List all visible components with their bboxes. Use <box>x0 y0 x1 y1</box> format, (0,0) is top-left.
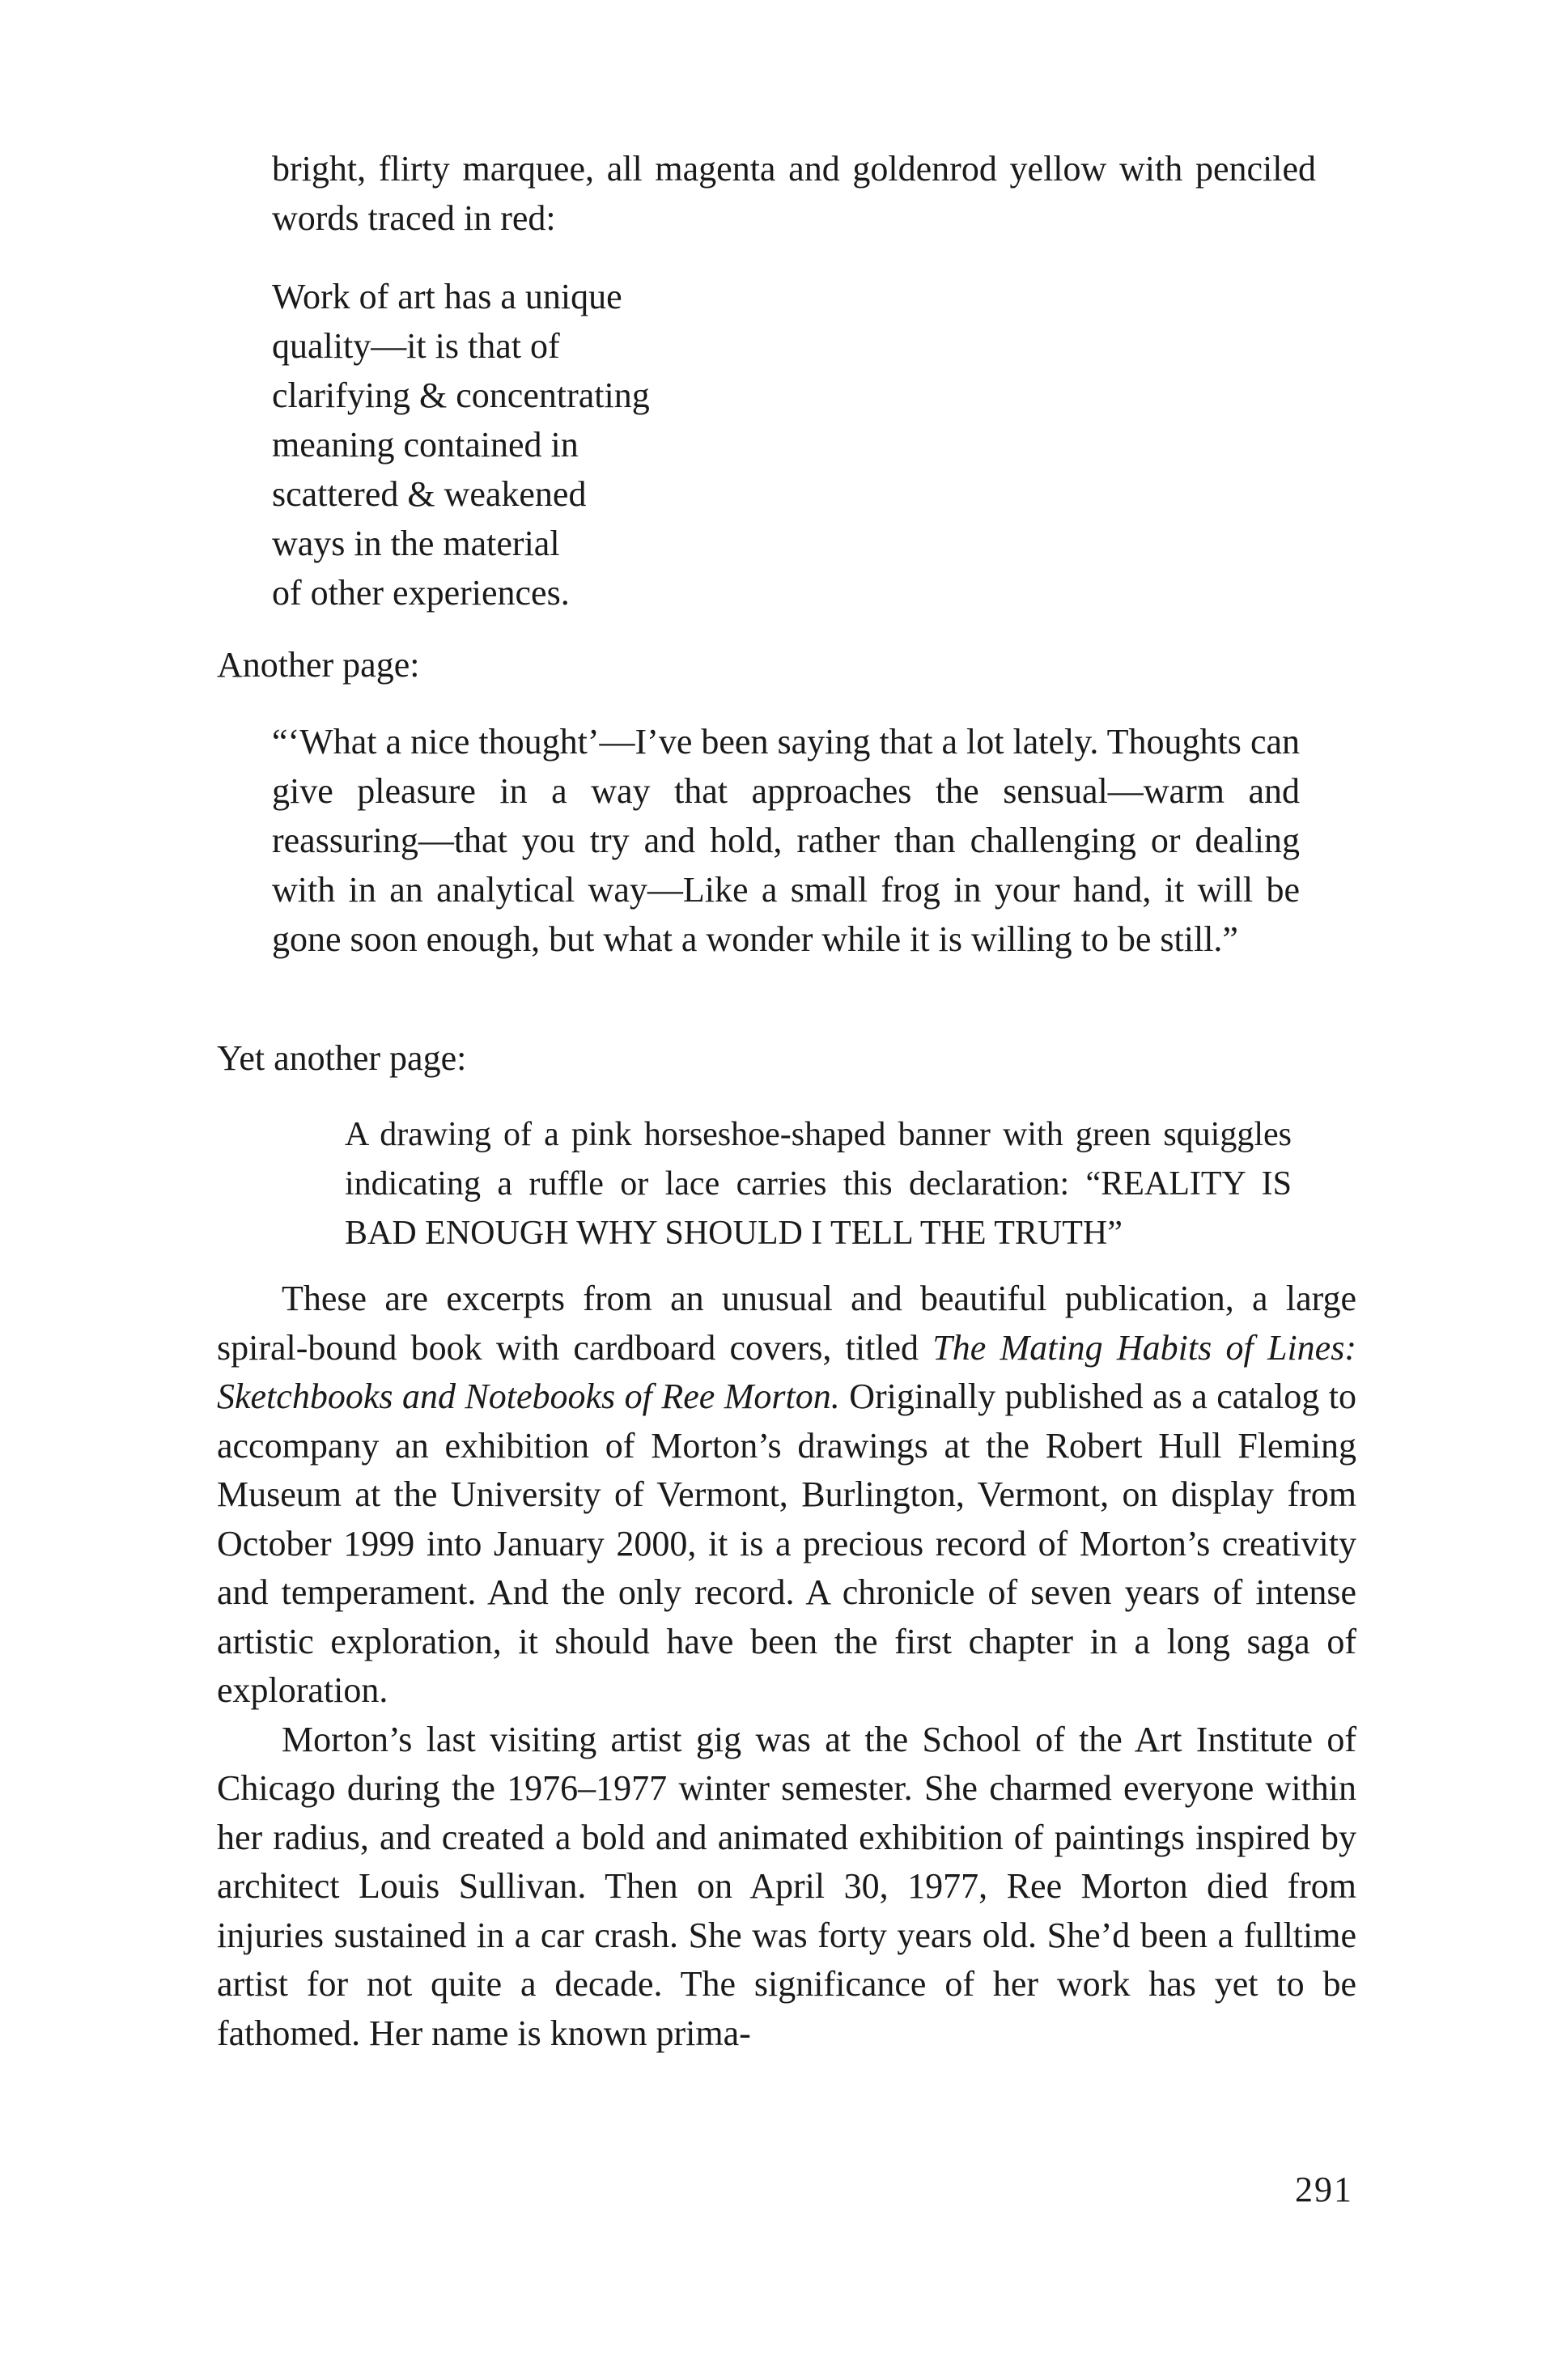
page-number: 291 <box>1295 2170 1353 2209</box>
drawing-description: A drawing of a pink horseshoe-shaped banner with green squiggles indicating a ruffle or lace carries this declaration: “REALITY IS BAD ENOUGH WHY SHOULD I TELL THE TRUTH” <box>345 1116 1292 1252</box>
verse-line: ways in the material <box>272 524 560 563</box>
body-text <box>217 1275 1356 2058</box>
book-title: The Mating Habits of Lines: Sketchbooks and Notebooks of Ree Morton. <box>217 1327 1356 1416</box>
paragraph: Morton’s last visiting artist gig was at the School of the Art Institute of Chicago during the 1976–1977 winter semester. She charmed everyone within her radius, and created a bold and animated exhibition of paintings inspired by architect Louis Sullivan. Then on April 30, 1977, Ree Morton died from injuries sustained in a car crash. She was forty years old. She’d been a fulltime artist for not quite a decade. The significance of her work has yet to be fathomed. Her name is known prima- <box>217 1719 1356 2053</box>
notebook-quote: “‘What a nice thought’—I’ve been saying that a lot lately. Thoughts can give pleasure in a way that approaches the sensual—warm and reassuring—that you try and hold, rather than challenging or dealing with in an analytical way—Like a small frog in your hand, it will be gone soon enough, but what a wonder while it is willing to be still.” <box>272 722 1300 959</box>
penciled-verse <box>272 272 838 617</box>
verse-line: of other experiences. <box>272 573 570 613</box>
verse-line: Work of art has a unique <box>272 277 622 316</box>
verse-line: clarifying & concentrating <box>272 375 650 415</box>
verse-line: meaning contained in <box>272 425 579 465</box>
yet-another-page-label: Yet another page: <box>217 1038 467 1078</box>
paragraph-text: These are excerpts from an unusual and beautiful publication, a large spiral-bound book with cardboard covers, titled <box>217 1279 1356 1368</box>
intro-text: bright, flirty marquee, all magenta and goldenrod yellow with penciled words traced in red: <box>272 149 1316 238</box>
another-page-label: Another page: <box>217 645 420 685</box>
verse-line: scattered & weakened <box>272 474 587 514</box>
paragraph <box>217 1275 1356 1716</box>
verse-line: quality—it is that of <box>272 326 560 366</box>
paragraph-text: Originally published as a catalog to accompany an exhibition of Morton’s drawings at the Robert Hull Fleming Museum at the University of Vermont, Burlington, Vermont, on display from October 1999 into January 2000, it is a precious record of Morton’s creativity and temperament. And the only record. A chronicle of seven years of intense artistic exploration, it should have been the first chapter in a long saga of exploration. <box>217 1377 1356 1710</box>
